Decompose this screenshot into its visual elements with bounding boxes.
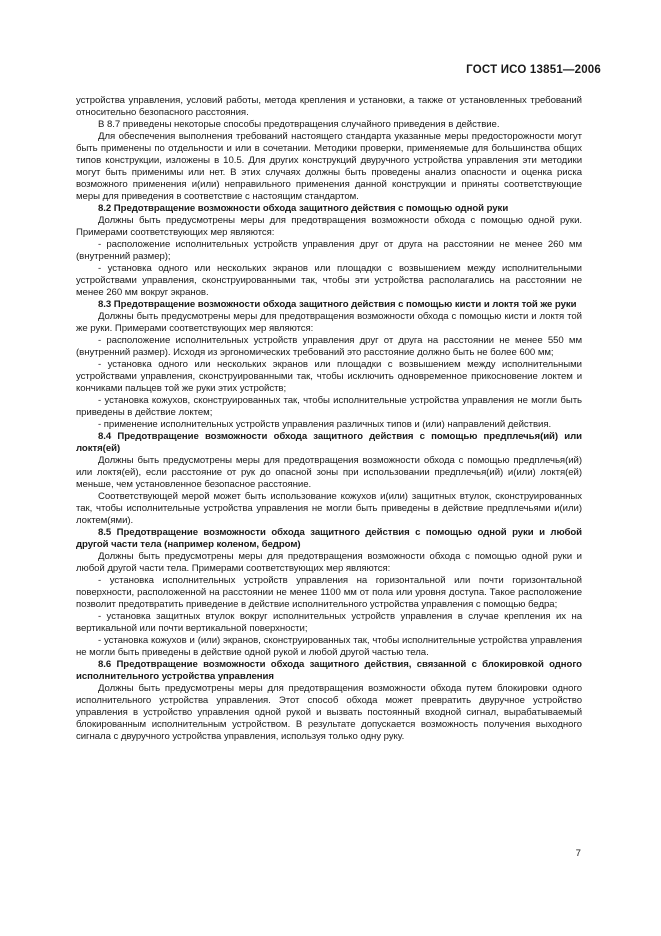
paragraph: - установка одного или нескольких экранов или площадки с возвышением между исполнительными устройствами управления, сконструированными так, чтобы исключить одновременное прикосновение локтем и кончиками пальцев той же руки этих устройств; xyxy=(76,359,582,394)
paragraph: Должны быть предусмотрены меры для предотвращения возможности обхода с помощью предплечья(ий) или локтя(ей), если расстояние от рук до опасной зоны при использовании предплечья(ий) и(или) локтя(ей) меньше, чем установленное безопасное расстояние. xyxy=(76,455,582,490)
section-heading: 8.4 Предотвращение возможности обхода защитного действия с помощью предплечья(ий) или локтя(ей) xyxy=(76,431,582,454)
paragraph: - применение исполнительных устройств управления различных типов и (или) направлений действия. xyxy=(98,419,552,430)
paragraph: Соответствующей мерой может быть использование кожухов и(или) защитных втулок, сконструированных так, чтобы исполнительные устройства управления не могли быть приведены в действие предплечьями и(или) локтем(ями). xyxy=(76,491,582,526)
paragraph: - расположение исполнительных устройств управления друг от друга на расстоянии не менее 550 мм (внутренний размер). Исходя из эргономических требований это расстояние должно быть не более 600 мм; xyxy=(76,335,582,358)
section-heading: 8.5 Предотвращение возможности обхода защитного действия с помощью одной руки и любой другой части тела (например коленом, бедром) xyxy=(76,527,582,550)
section-heading: 8.2 Предотвращение возможности обхода защитного действия с помощью одной руки xyxy=(98,203,509,214)
paragraph: Для обеспечения выполнения требований настоящего стандарта указанные меры предосторожности могут быть применены по отдельности и или в сочетании. Методики проверки, применяемые для большинства общих типов конструкции, изложены в 10.5. Для других конструкций двуручного устройства управления эти методики могут быть применимы или нет. В этих случаях должны быть проведены анализ опасности и оценка риска возможного применения и(или) неправильного применения данной конструкции и приняты соответствующие меры для приведения в соответствие с настоящим стандартом. xyxy=(76,131,582,202)
paragraph: Должны быть предусмотрены меры для предотвращения возможности обхода путем блокировки одного исполнительного устройства управления. Этот способ обхода может превратить двуручное устройство управления в устройство управления одной рукой и вызвать постоянный входной сигнал, вырабатываемый блокированным исполнительным устройством. В результате допускается возможность получения выходного сигнала с двуручного устройства управления, используя только одну руку. xyxy=(76,683,582,742)
paragraph: - установка защитных втулок вокруг исполнительных устройств управления в случае крепления их на вертикальной или почти вертикальной поверхности; xyxy=(76,611,582,634)
paragraph: - установка исполнительных устройств управления на горизонтальной или почти горизонтальной поверхности, расположенной на расстоянии не менее 1100 мм от пола или уровня доступа. Такое расположение позволит предотвратить приведение в действие исполнительного устройства управления с помощью бедра; xyxy=(76,575,582,610)
paragraph: - установка кожухов, сконструированных так, чтобы исполнительные устройства управления не могли быть приведены в действие локтем; xyxy=(76,395,582,418)
paragraph: устройства управления, условий работы, метода крепления и установки, а также от установленных требований относительно безопасного расстояния. xyxy=(76,95,582,118)
paragraph: - расположение исполнительных устройств управления друг от друга на расстоянии не менее 260 мм (внутренний размер); xyxy=(76,239,582,262)
page-content xyxy=(76,95,582,743)
paragraph: Должны быть предусмотрены меры для предотвращения возможности обхода с помощью кисти и локтя той же руки. Примерами соответствующих мер являются: xyxy=(76,311,582,334)
paragraph: - установка кожухов и (или) экранов, сконструированных так, чтобы исполнительные устройства управления не могли быть приведены в действие одной рукой и любой другой частью тела. xyxy=(76,635,582,658)
paragraph: Должны быть предусмотрены меры для предотвращения возможности обхода с помощью одной руки. Примерами соответствующих мер являются: xyxy=(76,215,582,238)
section-heading: 8.6 Предотвращение возможности обхода защитного действия, связанной с блокировкой одного исполнительного устройства управления xyxy=(76,659,582,682)
paragraph: Должны быть предусмотрены меры для предотвращения возможности обхода с помощью одной руки и любой другой части тела. Примерами соответствующих мер являются: xyxy=(76,551,582,574)
section-heading: 8.3 Предотвращение возможности обхода защитного действия с помощью кисти и локтя той же руки xyxy=(98,299,577,310)
page-number: 7 xyxy=(575,848,581,859)
paragraph: В 8.7 приведены некоторые способы предотвращения случайного приведения в действие. xyxy=(98,119,500,130)
paragraph: - установка одного или нескольких экранов или площадки с возвышением между исполнительными устройствами управления, сконструированными так, чтобы эти устройства располагались на расстоянии не менее 260 мм вокруг экранов. xyxy=(76,263,582,298)
standard-id: ГОСТ ИСО 13851—2006 xyxy=(466,64,601,76)
